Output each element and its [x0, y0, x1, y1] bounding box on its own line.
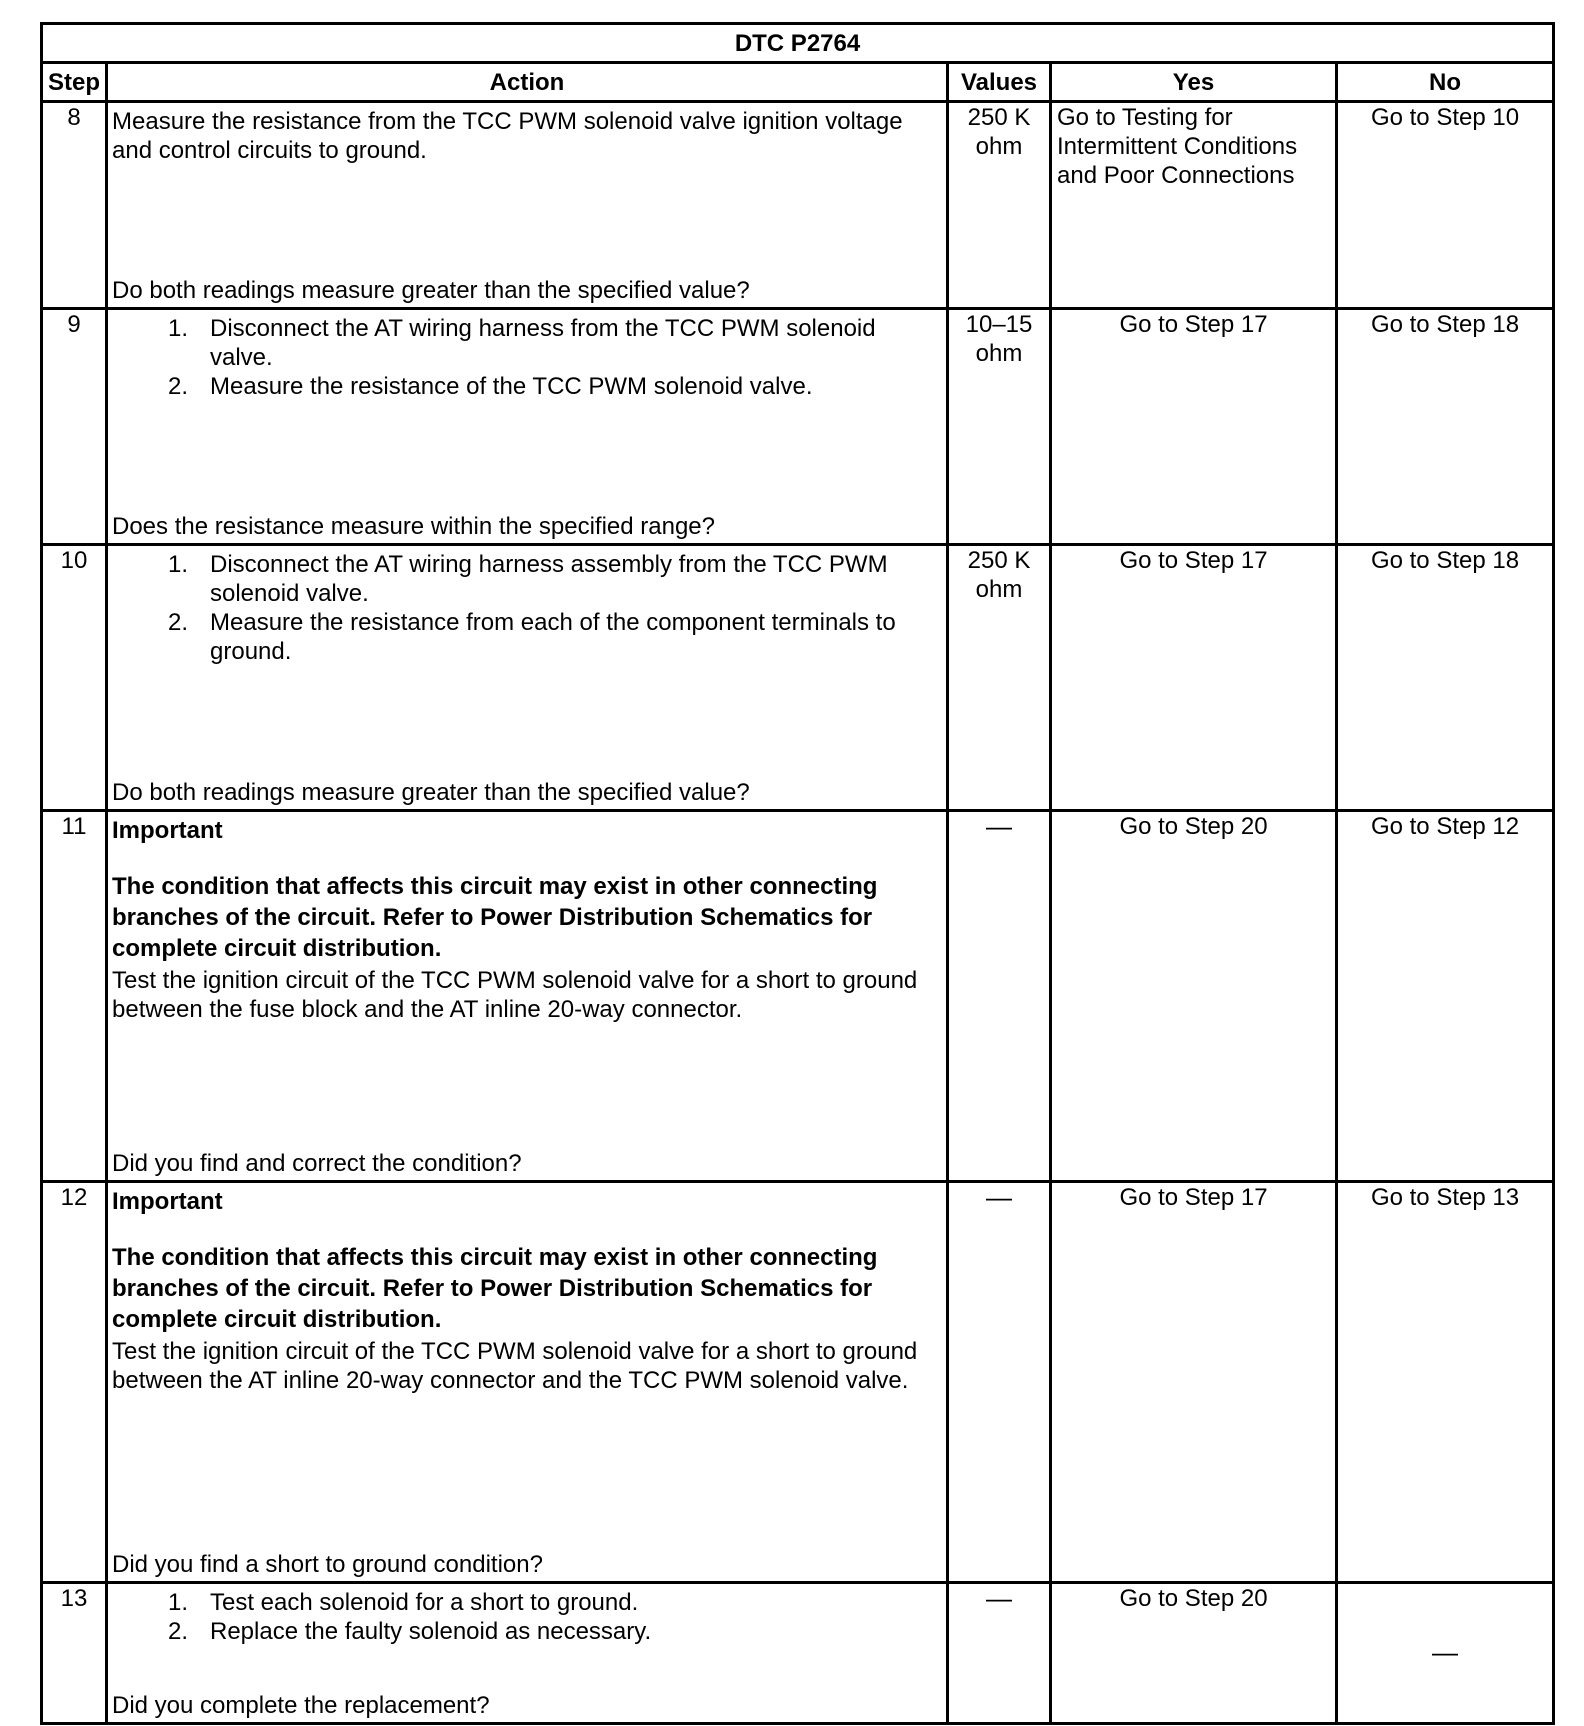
- action-list: [112, 314, 940, 401]
- action-question: Do both readings measure greater than the specified value?: [112, 779, 750, 806]
- table-title: DTC P2764: [42, 24, 1554, 63]
- important-text: The condition that affects this circuit may exist in other connecting branches of the circuit. Refer to Power Distribution Schematics for complete circuit distribution.: [112, 1244, 878, 1333]
- value-cell: —: [948, 1182, 1051, 1583]
- no-cell[interactable]: Go to Step 13: [1337, 1182, 1554, 1583]
- table-row: [42, 1583, 1554, 1724]
- dtc-table: [40, 22, 1555, 1725]
- action-question: Did you complete the replacement?: [112, 1692, 490, 1719]
- action-text: Measure the resistance from the TCC PWM solenoid valve ignition voltage and control circuits to ground.: [112, 108, 903, 164]
- action-cell: [107, 545, 948, 811]
- step-number: 11: [42, 811, 107, 1182]
- column-header-yes: Yes: [1051, 63, 1337, 102]
- step-number: 8: [42, 102, 107, 309]
- action-cell: [107, 102, 948, 309]
- action-question: Does the resistance measure within the specified range?: [112, 513, 715, 540]
- action-question: Do both readings measure greater than the specified value?: [112, 277, 750, 304]
- action-text: Test the ignition circuit of the TCC PWM solenoid valve for a short to ground between the AT inline 20-way connector and the TCC PWM solenoid valve.: [112, 1338, 918, 1394]
- column-header-values: Values: [948, 63, 1051, 102]
- step-number: 12: [42, 1182, 107, 1583]
- no-cell: —: [1337, 1583, 1554, 1724]
- list-item: 2. Measure the resistance of the TCC PWM solenoid valve.: [167, 373, 813, 400]
- step-number: 9: [42, 309, 107, 545]
- yes-cell[interactable]: Go to Step 20: [1051, 1583, 1337, 1724]
- no-cell[interactable]: Go to Step 12: [1337, 811, 1554, 1182]
- important-label: Important: [112, 1188, 223, 1215]
- yes-cell[interactable]: Go to Step 20: [1051, 811, 1337, 1182]
- yes-cell[interactable]: Go to Testing for Intermittent Conditions and Poor Connections: [1051, 102, 1337, 309]
- no-cell[interactable]: Go to Step 10: [1337, 102, 1554, 309]
- value-cell: 250 K ohm: [948, 545, 1051, 811]
- action-cell: [107, 1182, 948, 1583]
- no-cell[interactable]: Go to Step 18: [1337, 309, 1554, 545]
- table-row: [42, 1182, 1554, 1583]
- action-list: [112, 550, 940, 666]
- value-cell: 250 K ohm: [948, 102, 1051, 309]
- step-number: 13: [42, 1583, 107, 1724]
- yes-cell[interactable]: Go to Step 17: [1051, 1182, 1337, 1583]
- action-cell: [107, 309, 948, 545]
- table-row: [42, 102, 1554, 309]
- table-row: [42, 545, 1554, 811]
- action-cell: [107, 1583, 948, 1724]
- list-item: 1. Disconnect the AT wiring harness from the TCC PWM solenoid valve.: [167, 315, 876, 371]
- value-cell: 10–15 ohm: [948, 309, 1051, 545]
- action-list: [112, 1588, 940, 1646]
- step-number: 10: [42, 545, 107, 811]
- column-header-action: Action: [107, 63, 948, 102]
- list-item: 2. Replace the faulty solenoid as necessary.: [167, 1618, 652, 1645]
- action-question: Did you find and correct the condition?: [112, 1150, 522, 1177]
- value-cell: —: [948, 811, 1051, 1182]
- no-cell[interactable]: Go to Step 18: [1337, 545, 1554, 811]
- column-header-step: Step: [42, 63, 107, 102]
- value-cell: —: [948, 1583, 1051, 1724]
- list-item: 1. Test each solenoid for a short to ground.: [167, 1589, 639, 1616]
- yes-cell[interactable]: Go to Step 17: [1051, 545, 1337, 811]
- list-item: 2. Measure the resistance from each of the component terminals to ground.: [167, 609, 896, 665]
- table-row: [42, 811, 1554, 1182]
- yes-cell[interactable]: Go to Step 17: [1051, 309, 1337, 545]
- important-text: The condition that affects this circuit may exist in other connecting branches of the circuit. Refer to Power Distribution Schematics for complete circuit distribution.: [112, 873, 878, 962]
- important-label: Important: [112, 817, 223, 844]
- list-item: 1. Disconnect the AT wiring harness assembly from the TCC PWM solenoid valve.: [167, 551, 888, 607]
- column-header-no: No: [1337, 63, 1554, 102]
- action-text: Test the ignition circuit of the TCC PWM solenoid valve for a short to ground between the fuse block and the AT inline 20-way connector.: [112, 967, 918, 1023]
- action-cell: [107, 811, 948, 1182]
- action-question: Did you find a short to ground condition?: [112, 1551, 543, 1578]
- table-row: [42, 309, 1554, 545]
